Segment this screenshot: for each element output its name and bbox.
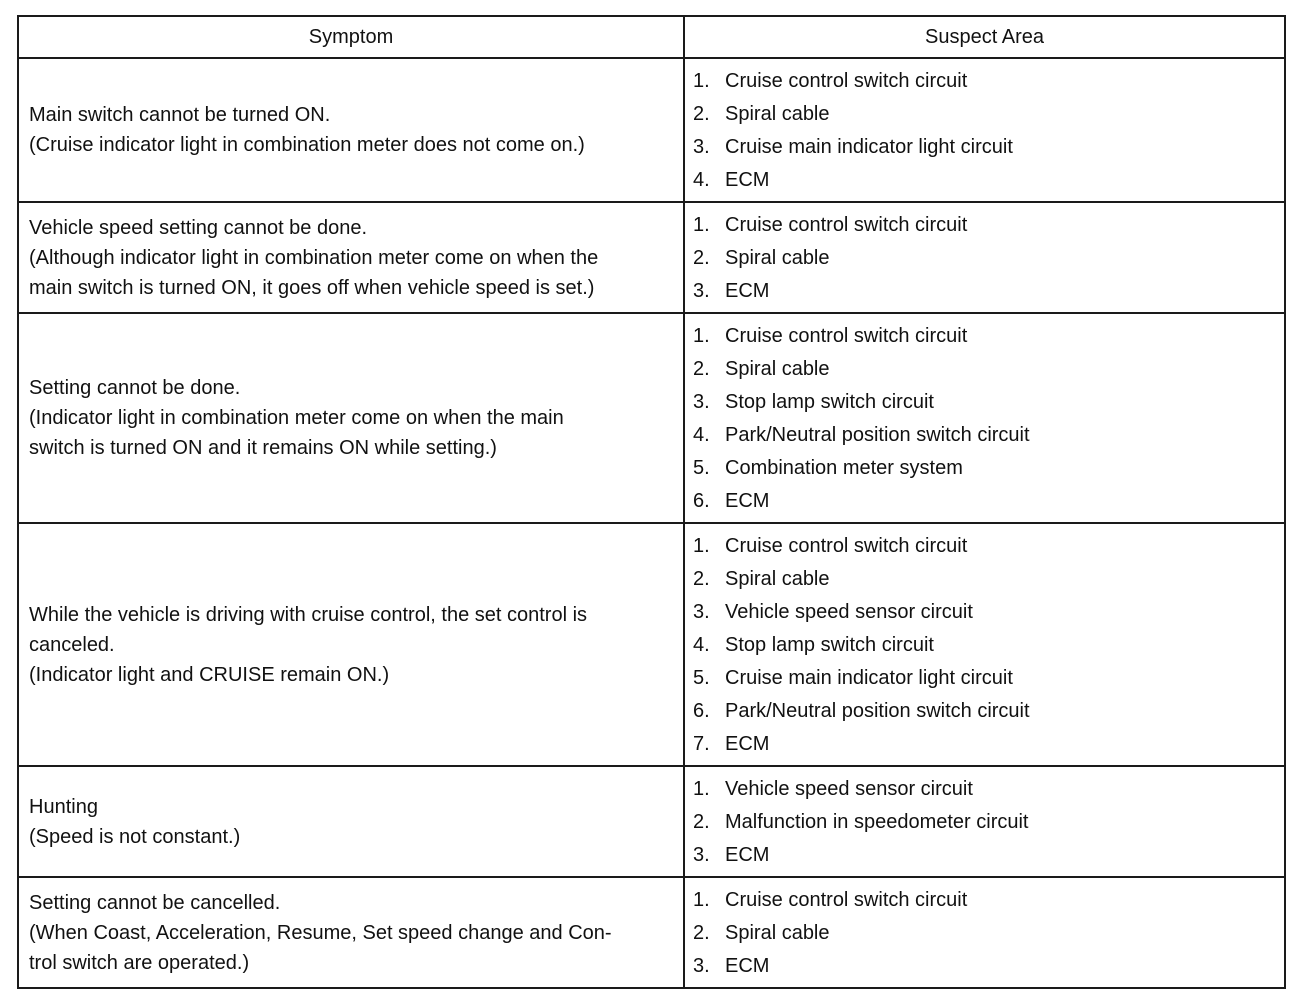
suspect-item-text: Spiral cable — [725, 922, 830, 944]
suspect-item-text: Park/Neutral position switch circuit — [725, 700, 1030, 722]
suspect-item-text: Cruise control switch circuit — [725, 70, 968, 92]
suspect-item-text: Stop lamp switch circuit — [725, 391, 934, 413]
suspect-item-text: Cruise control switch circuit — [725, 325, 968, 347]
table-row — [18, 766, 1285, 877]
suspect-item-number: 7. — [693, 733, 710, 755]
suspect-item-text: Cruise main indicator light circuit — [725, 667, 1013, 689]
suspect-list-item — [693, 98, 1276, 131]
table-row — [18, 58, 1285, 202]
symptom-text-line: switch is turned ON and it remains ON while setting.) — [29, 437, 497, 459]
suspect-list-item — [693, 629, 1276, 662]
symptom-cell — [18, 202, 684, 313]
suspect-list-item — [693, 164, 1276, 197]
suspect-list-item — [693, 452, 1276, 485]
suspect-list-item — [693, 662, 1276, 695]
suspect-item-number: 1. — [693, 325, 710, 347]
suspect-list-item — [693, 242, 1276, 275]
suspect-item-number: 2. — [693, 568, 710, 590]
suspect-item-text: ECM — [725, 955, 770, 977]
symptom-text-line: canceled. — [29, 633, 115, 656]
suspect-item-number: 1. — [693, 778, 710, 800]
suspect-item-text: Malfunction in speedometer circuit — [725, 811, 1029, 833]
suspect-list-item — [693, 530, 1276, 563]
suspect-item-number: 1. — [693, 535, 710, 557]
suspect-item-text: ECM — [725, 169, 770, 191]
suspect-item-number: 2. — [693, 922, 710, 944]
suspect-item-number: 3. — [693, 844, 710, 866]
suspect-item-number: 2. — [693, 247, 710, 269]
suspect-item-number: 2. — [693, 358, 710, 380]
suspect-list-item — [693, 485, 1276, 518]
suspect-list-item — [693, 275, 1276, 308]
symptom-text-line: Hunting — [29, 795, 98, 818]
suspect-item-number: 3. — [693, 391, 710, 413]
suspect-list-item — [693, 563, 1276, 596]
suspect-item-number: 5. — [693, 457, 710, 479]
symptom-text-line: Setting cannot be done. — [29, 377, 241, 399]
suspect-item-text: ECM — [725, 280, 770, 302]
suspect-item-text: Spiral cable — [725, 103, 830, 125]
suspect-item-number: 4. — [693, 169, 710, 191]
suspect-list-item — [693, 353, 1276, 386]
symptom-cell — [18, 523, 684, 766]
suspect-item-text: Park/Neutral position switch circuit — [725, 424, 1030, 446]
symptom-cell — [18, 877, 684, 988]
suspect-item-number: 4. — [693, 424, 710, 446]
symptom-text-line: Vehicle speed setting cannot be done. — [29, 216, 368, 239]
suspect-list-item — [693, 209, 1276, 242]
symptom-cell — [18, 58, 684, 202]
suspect-item-text: ECM — [725, 844, 770, 866]
column-header-symptom: Symptom — [18, 16, 684, 58]
suspect-area-cell — [684, 202, 1285, 313]
symptom-text-line: Main switch cannot be turned ON. — [29, 104, 331, 126]
suspect-area-cell — [684, 313, 1285, 523]
suspect-item-text: Cruise control switch circuit — [725, 889, 968, 911]
suspect-item-number: 6. — [693, 700, 710, 722]
symptom-text-line: main switch is turned ON, it goes off when vehicle speed is set.) — [29, 276, 595, 299]
symptom-text-line: While the vehicle is driving with cruise control, the set control is — [29, 603, 588, 626]
table-header-row — [18, 16, 1285, 58]
suspect-list-item — [693, 839, 1276, 872]
suspect-list-item — [693, 65, 1276, 98]
table-row — [18, 313, 1285, 523]
suspect-item-number: 2. — [693, 811, 710, 833]
symptom-text-line: (Indicator light and CRUISE remain ON.) — [29, 663, 390, 686]
symptom-text-line: (Indicator light in combination meter come on when the main — [29, 407, 564, 429]
suspect-item-number: 6. — [693, 490, 710, 512]
suspect-item-number: 3. — [693, 601, 710, 623]
suspect-area-cell — [684, 523, 1285, 766]
suspect-area-cell — [684, 58, 1285, 202]
suspect-list-item — [693, 806, 1276, 839]
symptom-text-line: (Although indicator light in combination meter come on when the — [29, 246, 599, 269]
suspect-list-item — [693, 917, 1276, 950]
suspect-item-number: 1. — [693, 889, 710, 911]
suspect-item-text: Cruise main indicator light circuit — [725, 136, 1013, 158]
symptom-cell — [18, 766, 684, 877]
suspect-item-text: ECM — [725, 733, 770, 755]
symptom-text-line: (Cruise indicator light in combination meter does not come on.) — [29, 134, 585, 156]
symptom-text-line: (Speed is not constant.) — [29, 825, 241, 848]
suspect-item-text: Vehicle speed sensor circuit — [725, 601, 973, 623]
suspect-list-item — [693, 773, 1276, 806]
suspect-list-item — [693, 884, 1276, 917]
table-row — [18, 202, 1285, 313]
symptom-text-line: Setting cannot be cancelled. — [29, 891, 281, 914]
symptom-cell — [18, 313, 684, 523]
symptom-table — [17, 15, 1286, 989]
suspect-list-item — [693, 386, 1276, 419]
suspect-item-text: Cruise control switch circuit — [725, 535, 968, 557]
suspect-item-text: Spiral cable — [725, 358, 830, 380]
suspect-list-item — [693, 950, 1276, 983]
suspect-item-text: Stop lamp switch circuit — [725, 634, 934, 656]
table-body — [18, 58, 1285, 988]
suspect-item-number: 4. — [693, 634, 710, 656]
suspect-list-item — [693, 695, 1276, 728]
suspect-item-text: ECM — [725, 490, 770, 512]
table-row — [18, 523, 1285, 766]
suspect-area-cell — [684, 877, 1285, 988]
table-row — [18, 877, 1285, 988]
suspect-item-number: 3. — [693, 280, 710, 302]
suspect-item-number: 3. — [693, 955, 710, 977]
symptom-text-line: trol switch are operated.) — [29, 951, 250, 974]
column-header-suspect-area: Suspect Area — [684, 16, 1285, 58]
suspect-item-number: 5. — [693, 667, 710, 689]
suspect-item-number: 1. — [693, 70, 710, 92]
suspect-list-item — [693, 320, 1276, 353]
suspect-item-number: 2. — [693, 103, 710, 125]
suspect-item-text: Combination meter system — [725, 457, 963, 479]
suspect-area-cell — [684, 766, 1285, 877]
suspect-list-item — [693, 728, 1276, 761]
suspect-item-number: 1. — [693, 214, 710, 236]
suspect-item-text: Vehicle speed sensor circuit — [725, 778, 973, 800]
suspect-list-item — [693, 131, 1276, 164]
suspect-item-number: 3. — [693, 136, 710, 158]
suspect-item-text: Spiral cable — [725, 247, 830, 269]
symptom-text-line: (When Coast, Acceleration, Resume, Set speed change and Con- — [29, 921, 612, 944]
suspect-list-item — [693, 596, 1276, 629]
suspect-item-text: Spiral cable — [725, 568, 830, 590]
suspect-item-text: Cruise control switch circuit — [725, 214, 968, 236]
suspect-list-item — [693, 419, 1276, 452]
